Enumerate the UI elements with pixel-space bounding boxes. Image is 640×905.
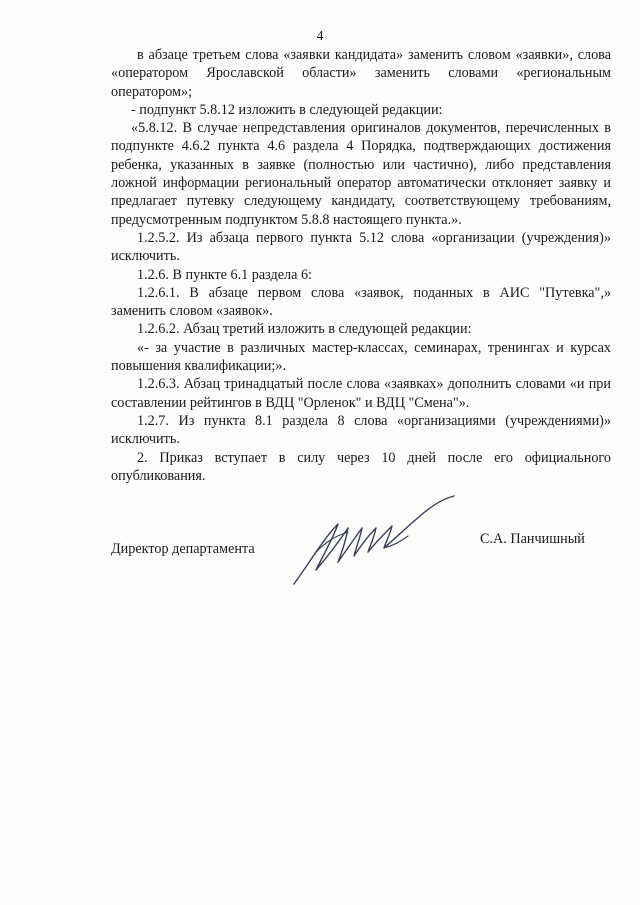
paragraph-2: - подпункт 5.8.12 изложить в следующей редакции: (131, 101, 443, 118)
signer-position: Директор департамента (111, 541, 255, 557)
paragraph-10: 1.2.7. Из пункта 8.1 раздела 8 слова «организациями (учреждениями)» исключить. (111, 412, 611, 448)
paragraph-5: 1.2.6. В пункте 6.1 раздела 6: (137, 266, 313, 283)
paragraph-1: в абзаце третьем слова «заявки кандидата» заменить словом «заявки», слова «оператором Ярославской области» заменить словами «региональным оператором»; (111, 47, 611, 100)
document-body (111, 46, 611, 485)
paragraph-7: 1.2.6.2. Абзац третий изложить в следующей редакции: (137, 321, 472, 338)
paragraph-3: «5.8.12. В случае непредставления оригиналов документов, перечисленных в подпункте 4.6.2 пункта 4.6 раздела 4 Порядка, подтверждающих достижения ребенка, указанных в заявке (полностью или частично), либо представления ложной информации региональный оператор автоматически отклоняет заявку и предлагает путевку следующему кандидату, соответствующему требованиям, предусмотренным подпунктом 5.8.8 настоящего пункта.». (111, 120, 611, 228)
paragraph-4: 1.2.5.2. Из абзаца первого пункта 5.12 слова «организации (учреждения)» исключить. (111, 229, 611, 265)
paragraph-11: 2. Приказ вступает в силу через 10 дней после его официального опубликования. (111, 449, 611, 484)
page-number: 4 (316, 29, 324, 44)
handwritten-signature (288, 480, 458, 590)
signer-name: С.А. Панчишный (480, 531, 585, 547)
paragraph-6: 1.2.6.1. В абзаце первом слова «заявок, поданных в АИС "Путевка",» заменить словом «заявок». (111, 284, 611, 320)
paragraph-9: 1.2.6.3. Абзац тринадцатый после слова «заявках» дополнить словами «и при составлении рейтингов в ВДЦ "Орленок" и ВДЦ "Смена"». (111, 376, 611, 411)
paragraph-8: «- за участие в различных мастер-классах, семинарах, тренингах и курсах повышения квалификации;». (111, 339, 611, 375)
